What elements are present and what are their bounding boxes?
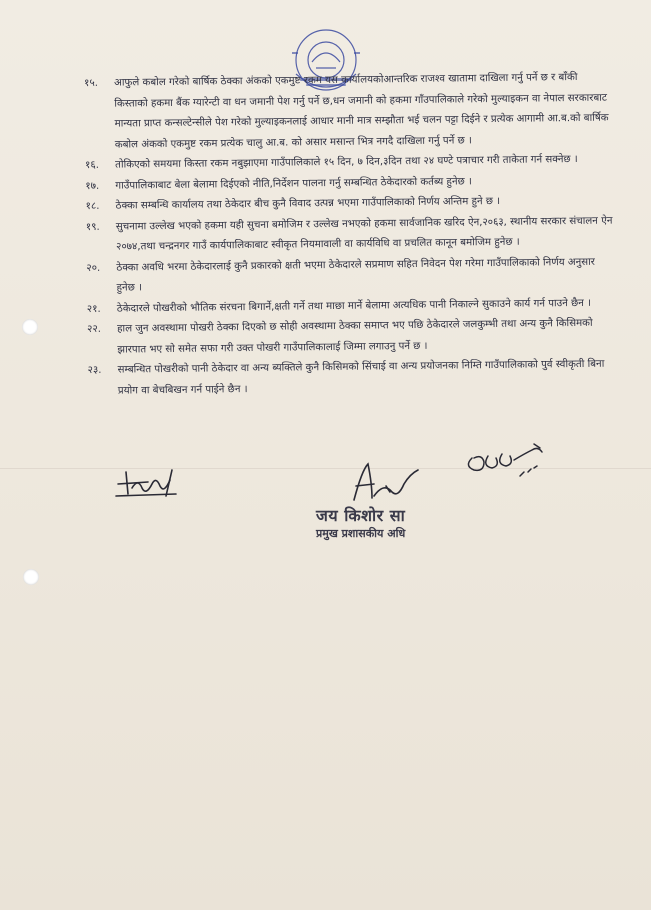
clause-text: आफुले कबोल गरेको बार्षिक ठेक्का अंकको एकमुष्ट रकम यस कार्यालयकोआन्तरिक राजश्व खातामा दाखिला गर्नु पर्ने छ र बाँकी किस्ताको हकमा बैंक ग्यारेन्टी वा धन जमानी पेश गर्नु पर्ने छ,धन जमानी को हकमा गाँउपालिकाले गरेको मुल्याइकन वा नेपाल सरकारबाट मान्यता प्राप्त कन्सल्टेन्सीले पेश गरेको मुल्याइकनलाई आधार मानी मात्र सम्झौता भई चलन पट्टा दिईने र प्रत्येक आगामी आ.ब.को बार्षिक कबोल अंकको एकमुष्ट रकम प्रत्येक चालु आ.ब. को असार मसान्त भित्र नगदै दाखिला गर्नु पर्ने छ । — [114, 71, 609, 151]
clause-number: १७. — [85, 180, 100, 192]
official-name: जय किशोर सा — [316, 506, 406, 525]
terms-clauses-list — [84, 68, 616, 402]
clause-text: सम्बन्धित पोखरीको पानी ठेकेदार वा अन्य ब्यक्तिले कुनै किसिमको सिंचाई वा अन्य प्रयोजनका निम्ति गाउँपालिकाको पुर्व स्वीकृती बिना प्रयोग वा बेचबिखन गर्न पाईने छैन । — [117, 358, 605, 397]
punch-hole-bottom — [23, 569, 39, 585]
clause-text: ठेक्का सम्बन्धि कार्यालय तथा ठेकेदार बीच कुनै विवाद उत्पन्न भएमा गाउँपालिकाको निर्णय अन्तिम हुने छ । — [115, 195, 501, 212]
clause-text: गाउँपालिकाबाट बेला बेलामा दिईएको नीति,निर्देशन पालना गर्नु सम्बन्धित ठेकेदारको कर्तब्य हुनेछ । — [115, 175, 472, 192]
fold-line — [0, 468, 651, 469]
clause-number: २३. — [87, 364, 102, 376]
official-title: प्रमुख प्रशासकीय अधि — [316, 527, 406, 540]
clause-text: हाल जुन अवस्थामा पोखरी ठेक्का दिएको छ सोही अवस्थामा ठेक्का समाप्त भए पछि ठेकेदारले जलकुम्भी तथा अन्य कुनै किसिमको झारपात भए सो समेत सफा गरी उक्त पोखरी गाउँपालिकालाई जिम्मा लगाउनु पर्ने छ । — [117, 317, 593, 356]
clause-text: ठेकेदारले पोखरीको भौतिक संरचना बिगार्ने,क्षती गर्ने तथा माछा मार्ने बेलामा अत्यधिक पानी निकाल्ने सुकाउने कार्य गर्न पाउने छैन । — [116, 297, 592, 315]
clause-text: तोकिएको समयमा किस्ता रकम नबुझाएमा गाउँपालिकाले १५ दिन, ७ दिन,३दिन तथा २४ घण्टे पत्राचार गरी ताकेता गर्न सक्नेछ । — [115, 153, 578, 171]
clause-number: २१. — [86, 303, 101, 315]
clause-number: १६. — [85, 159, 100, 171]
clause-number: १५. — [84, 77, 99, 89]
signature-center — [346, 456, 428, 506]
clause-19 — [86, 211, 614, 258]
clause-text: ठेक्का अवधि भरमा ठेकेदारलाई कुनै प्रकारको क्षती भएमा ठेकेदारले सप्रमाण सहित निवेदन पेश गरेमा गाउँपालिकाको निर्णय अनुसार हुनेछ । — [116, 256, 596, 294]
clause-number: २०. — [86, 262, 101, 274]
signature-right — [460, 438, 552, 484]
signature-left — [112, 466, 188, 506]
clause-number: १८. — [85, 200, 100, 212]
clause-20 — [86, 252, 614, 299]
clause-number: १९. — [85, 221, 100, 233]
clause-23 — [88, 355, 616, 402]
clause-22 — [87, 314, 615, 361]
clause-number: २२. — [87, 323, 102, 335]
clause-15 — [84, 68, 613, 156]
punch-hole-top — [22, 319, 38, 335]
clause-text: सुचनामा उल्लेख भएको हकमा यही सुचना बमोजिम र उल्लेख नभएको हकमा सार्वजानिक खरिद ऐन,२०६३, स्थानीय सरकार संचालन ऐन २०७४,तथा चन्द्रनगर गाउँ कार्यपालिकाबाट स्वीकृत नियमावाली वा कार्यविधि वा प्रचलित कानून बमोजिम हुनेछ । — [115, 215, 613, 253]
